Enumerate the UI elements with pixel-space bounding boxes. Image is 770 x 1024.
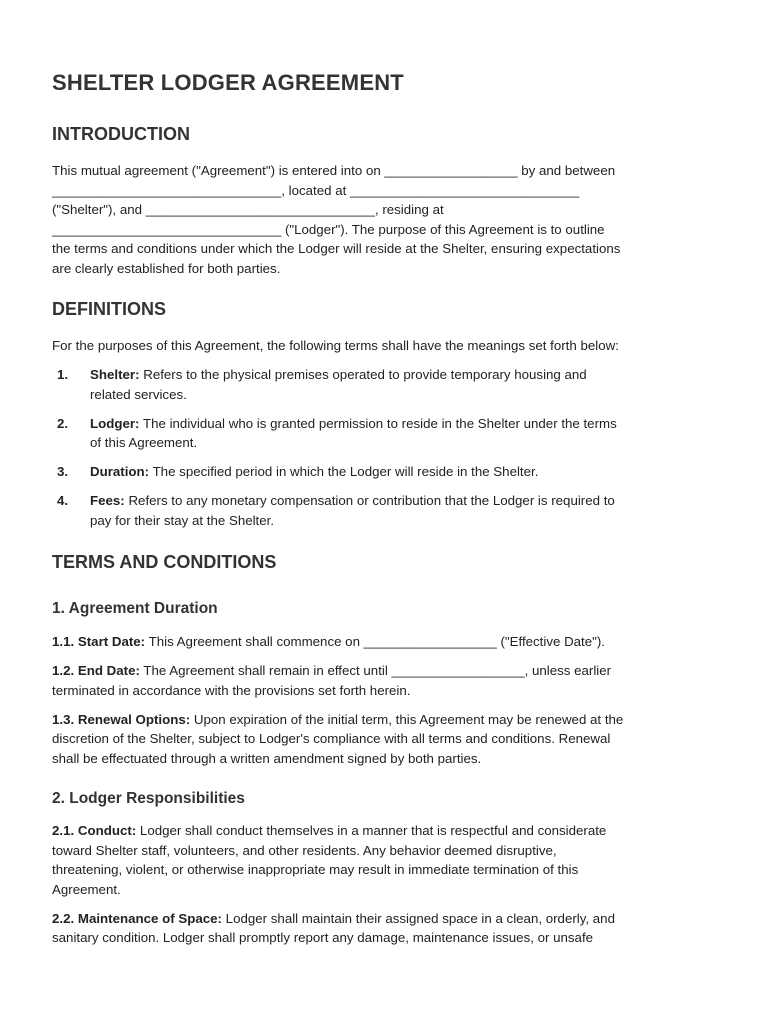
agreement-duration-clauses — [52, 632, 718, 778]
introduction-section — [52, 124, 718, 145]
definition-item — [52, 414, 718, 453]
clause-start-date — [52, 632, 718, 652]
clause-text: shall be effectuated through a written amendment signed by both parties. — [52, 750, 482, 766]
definition-item — [52, 491, 718, 530]
clause-text: threatening, violent, or otherwise inappropriate may result in immediate termination of this — [52, 862, 579, 877]
definition-text: Refers to any monetary compensation or contribution that the Lodger is required to — [128, 493, 615, 508]
clause-text: toward Shelter staff, volunteers, and other residents. Any behavior deemed disruptive, — [52, 842, 557, 858]
definition-text: The specified period in which the Lodger will reside in the Shelter. — [152, 464, 539, 479]
clause-text: Upon expiration of the initial term, this Agreement may be renewed at the — [193, 711, 624, 727]
introduction-line: _______________________________, located at _______________________________ — [52, 182, 580, 198]
lodger-responsibilities-clauses — [52, 821, 718, 957]
definitions-section — [52, 299, 718, 320]
introduction-line: ("Shelter"), and _______________________________, residing at — [52, 202, 444, 217]
definition-item — [52, 365, 718, 404]
clause-text: Lodger shall maintain their assigned space in a clean, orderly, and — [225, 910, 615, 926]
subsection-agreement-duration — [52, 600, 718, 618]
introduction-line: This mutual agreement ("Agreement") is entered into on __________________ by and between — [52, 163, 616, 178]
subsection-heading: 2. Lodger Responsibilities — [52, 790, 245, 807]
definition-number: 1. — [57, 367, 69, 382]
clause-end-date — [52, 661, 718, 700]
clause-label: 2.1. Conduct: — [52, 823, 137, 838]
definition-text: Refers to the physical premises operated to provide temporary housing and — [143, 367, 587, 382]
document-title: SHELTER LODGER AGREEMENT — [52, 70, 404, 95]
introduction-heading: INTRODUCTION — [52, 124, 190, 144]
definition-term: Duration: — [90, 464, 150, 479]
clause-label: 1.2. End Date: — [52, 663, 140, 678]
clause-label: 1.3. Renewal Options: — [52, 711, 191, 727]
definition-number: 2. — [57, 415, 69, 431]
introduction-body — [52, 161, 718, 278]
terms-section — [52, 552, 718, 573]
clause-maintenance-of-space — [52, 909, 718, 948]
definitions-list — [52, 365, 718, 540]
clause-label: 2.2. Maintenance of Space: — [52, 910, 222, 926]
definition-text: pay for their stay at the Shelter. — [90, 512, 275, 528]
definition-text: related services. — [90, 386, 187, 402]
definition-term: Shelter: — [90, 367, 140, 382]
definition-number: 3. — [57, 464, 69, 479]
definition-number: 4. — [57, 493, 69, 508]
definitions-heading: DEFINITIONS — [52, 299, 167, 319]
clause-renewal-options — [52, 710, 718, 769]
clause-text: Agreement. — [52, 881, 121, 897]
definition-item — [52, 462, 718, 482]
clause-text: sanitary condition. Lodger shall promptly report any damage, maintenance issues, or unsafe — [52, 930, 594, 945]
definitions-intro: For the purposes of this Agreement, the following terms shall have the meanings set forth below: — [52, 338, 619, 353]
subsection-heading: 1. Agreement Duration — [52, 600, 218, 617]
definition-term: Lodger: — [90, 415, 140, 431]
definition-text: The individual who is granted permission to reside in the Shelter under the terms — [142, 415, 617, 431]
clause-text: terminated in accordance with the provisions set forth herein. — [52, 682, 411, 698]
clause-conduct — [52, 821, 718, 899]
clause-text: The Agreement shall remain in effect until __________________, unless earlier — [143, 663, 612, 678]
definition-term: Fees: — [90, 493, 125, 508]
definitions-body — [52, 336, 718, 356]
clause-text: Lodger shall conduct themselves in a manner that is respectful and considerate — [139, 823, 607, 838]
clause-label: 1.1. Start Date: — [52, 634, 146, 649]
terms-heading: TERMS AND CONDITIONS — [52, 552, 277, 572]
clause-text: This Agreement shall commence on __________________ ("Effective Date"). — [148, 634, 605, 649]
introduction-line: the terms and conditions under which the Lodger will reside at the Shelter, ensuring expectations — [52, 241, 621, 256]
introduction-line: are clearly established for both parties. — [52, 260, 281, 276]
introduction-line: _______________________________ ("Lodger"). The purpose of this Agreement is to outline — [52, 221, 605, 237]
clause-text: discretion of the Shelter, subject to Lodger's compliance with all terms and conditions. Renewal — [52, 731, 611, 746]
definition-text: of this Agreement. — [90, 435, 198, 450]
subsection-lodger-responsibilities — [52, 790, 718, 808]
